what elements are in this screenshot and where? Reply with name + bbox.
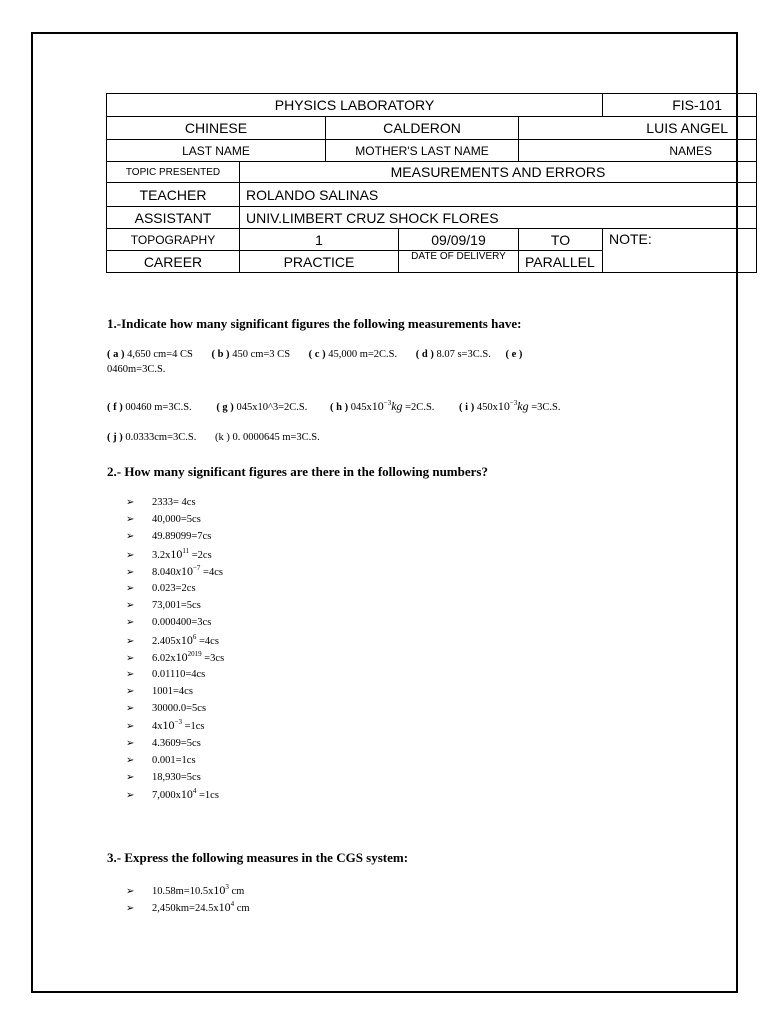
q1-i-answer: $450x10^{-3}kg =3C.S$. xyxy=(476,399,561,413)
q3-list xyxy=(126,882,250,916)
topography-value: 1 xyxy=(240,229,399,251)
q1-h-answer: $045x10^{-3}kg =2C.S$. xyxy=(350,399,435,413)
list-item: ➢ 0.001=1cs xyxy=(126,752,224,769)
q1-line-3 xyxy=(107,432,320,443)
list-item: ➢ $7,000x10^4 =1cs$ xyxy=(126,786,224,803)
arrow-bullet-icon: ➢ xyxy=(126,566,135,578)
assistant-label: ASSISTANT xyxy=(107,207,240,229)
date-delivery-label: DATE OF DELIVERY xyxy=(399,251,519,273)
list-item: ➢ 30000.0=5cs xyxy=(126,700,224,717)
mothers-last-name-label: MOTHER'S LAST NAME xyxy=(326,140,519,162)
arrow-bullet-icon: ➢ xyxy=(126,754,135,766)
arrow-bullet-icon: ➢ xyxy=(126,600,135,612)
arrow-bullet-icon: ➢ xyxy=(126,582,135,594)
q1-d-answer: 8.07 s=3C.S. xyxy=(436,349,491,360)
arrow-bullet-icon: ➢ xyxy=(126,549,135,561)
q1-line-1 xyxy=(107,349,522,360)
list-item: ➢ $2,450km=24.5x10^4$ cm xyxy=(126,899,250,916)
list-item: ➢ 1001=4cs xyxy=(126,683,224,700)
arrow-bullet-icon: ➢ xyxy=(126,686,135,698)
q1-f-label: ( f ) xyxy=(107,402,123,413)
q1-k-label: (k ) xyxy=(214,432,230,443)
q1-j-answer: 0.0333cm=3C.S. xyxy=(125,432,197,443)
list-item: ➢ 0.01110=4cs xyxy=(126,666,224,683)
assistant-value: UNIV.LIMBERT CRUZ SHOCK FLORES xyxy=(240,207,757,229)
date-value: 09/09/19 xyxy=(399,229,519,251)
q1-line-2 xyxy=(107,399,561,414)
list-item: ➢ 4.3609=5cs xyxy=(126,735,224,752)
arrow-bullet-icon: ➢ xyxy=(126,703,135,715)
list-item: ➢ 73,001=5cs xyxy=(126,597,224,614)
note-label: NOTE: xyxy=(603,229,757,273)
list-item: ➢ $4x10^{-3} =1cs$ xyxy=(126,717,224,734)
last-name-label: LAST NAME xyxy=(107,140,326,162)
to-label: TO xyxy=(519,229,603,251)
q1-a-answer: 4,650 cm=4 CS xyxy=(127,349,193,360)
q3-title: 3.- Express the following measures in the CGS system: xyxy=(107,850,409,865)
header-table xyxy=(106,93,757,273)
q2-list xyxy=(126,494,224,803)
teacher-value: ROLANDO SALINAS xyxy=(240,183,757,207)
topography-label: TOPOGRAPHY xyxy=(107,229,240,251)
q1-h-label: ( h ) xyxy=(330,402,349,413)
parallel-label: PARALLEL xyxy=(519,251,603,273)
arrow-bullet-icon: ➢ xyxy=(126,531,135,543)
list-item: ➢ 49.89099=7cs xyxy=(126,528,224,545)
course-code: FIS-101 xyxy=(603,94,757,117)
q1-e-label: ( e ) xyxy=(505,349,523,360)
list-item: ➢ $6.02x10^{2019} =3cs$ xyxy=(126,649,224,666)
q1-k-answer: 0. 0000645 m=3C.S. xyxy=(232,432,320,443)
arrow-bullet-icon: ➢ xyxy=(126,497,135,508)
q1-title: 1.-Indicate how many significant figures the following measurements have: xyxy=(107,316,522,331)
q1-e-answer: 0460m=3C.S. xyxy=(107,364,166,375)
list-item: ➢ $10.58m=10.5x10^3$ cm xyxy=(126,882,250,899)
arrow-bullet-icon: ➢ xyxy=(126,903,135,915)
arrow-bullet-icon: ➢ xyxy=(126,668,135,680)
list-item: ➢ 0.023=2cs xyxy=(126,580,224,597)
q1-c-answer: 45,000 m=2C.S. xyxy=(328,349,398,360)
q1-d-label: ( d ) xyxy=(415,349,434,360)
arrow-bullet-icon: ➢ xyxy=(126,737,135,749)
list-item: ➢ 18,930=5cs xyxy=(126,769,224,786)
list-item: ➢ 40,000=5cs xyxy=(126,511,224,528)
topic-value: MEASUREMENTS AND ERRORS xyxy=(240,162,757,183)
q1-c-label: ( c ) xyxy=(308,349,326,360)
names-value: LUIS ANGEL xyxy=(519,117,757,140)
arrow-bullet-icon: ➢ xyxy=(126,790,135,802)
q1-g-label: ( g ) xyxy=(216,402,234,413)
q2-title: 2.- How many significant figures are there in the following numbers? xyxy=(107,464,488,479)
list-item: ➢ 0.000400=3cs xyxy=(126,614,224,631)
names-label: NAMES xyxy=(519,140,757,162)
arrow-bullet-icon: ➢ xyxy=(126,617,135,629)
practice-label: PRACTICE xyxy=(240,251,399,273)
q1-b-answer: 450 cm=3 CS xyxy=(232,349,291,360)
q1-g-answer: 045x10^3=2C.S. xyxy=(236,402,308,413)
arrow-bullet-icon: ➢ xyxy=(126,721,135,733)
arrow-bullet-icon: ➢ xyxy=(126,652,135,664)
topic-label: TOPIC PRESENTED xyxy=(107,162,240,183)
last-name-value: CHINESE xyxy=(107,117,326,140)
arrow-bullet-icon: ➢ xyxy=(126,886,135,897)
arrow-bullet-icon: ➢ xyxy=(126,772,135,783)
q1-i-label: ( i ) xyxy=(459,402,475,413)
mothers-last-name-value: CALDERON xyxy=(326,117,519,140)
q1-j-label: ( j ) xyxy=(107,432,123,443)
list-item: ➢ $8.040x10^{-7} =4cs$ xyxy=(126,563,224,580)
list-item: ➢ 2333= 4cs xyxy=(126,494,224,511)
q1-a-label: ( a ) xyxy=(107,349,125,360)
lab-title: PHYSICS LABORATORY xyxy=(107,94,603,117)
career-label: CAREER xyxy=(107,251,240,273)
list-item: ➢ $3.2x10^{11} =2cs$ xyxy=(126,546,224,563)
arrow-bullet-icon: ➢ xyxy=(126,514,135,526)
arrow-bullet-icon: ➢ xyxy=(126,635,135,647)
q1-b-label: ( b ) xyxy=(211,349,230,360)
teacher-label: TEACHER xyxy=(107,183,240,207)
q1-f-answer: 00460 m=3C.S. xyxy=(125,402,192,413)
list-item: ➢ $2.405x10^6 =4cs$ xyxy=(126,632,224,649)
